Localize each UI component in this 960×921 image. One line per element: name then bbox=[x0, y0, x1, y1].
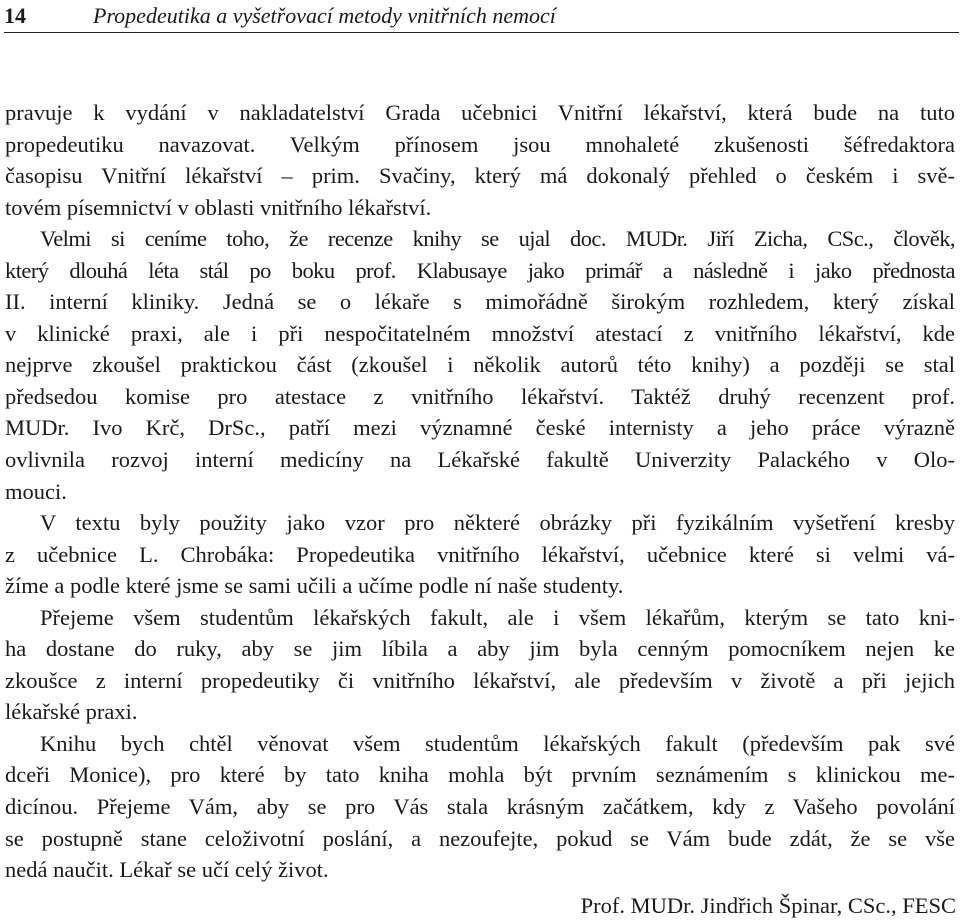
text-line: se postupně stane celoživotní poslání, a nezoufejte, pokud se Vám bude zdát, že se vše bbox=[5, 825, 955, 851]
text-line: žíme a podle které jsme se sami učili a učíme podle ní naše studenty. bbox=[5, 573, 624, 599]
text-line: mouci. bbox=[5, 478, 67, 504]
text-line: nedá naučit. Lékař se učí celý život. bbox=[5, 857, 329, 883]
text-line: propedeutiku navazovat. Velkým přínosem jsou mnohaleté zkušenosti šéfredaktora bbox=[5, 131, 955, 157]
text-line: časopisu Vnitřní lékařství – prim. Svačiny, který má dokonalý přehled o českém i svě- bbox=[5, 163, 955, 189]
text-line: pravuje k vydání v nakladatelství Grada učebnici Vnitřní lékařství, která bude na tuto bbox=[5, 100, 955, 125]
page-number: 14 bbox=[4, 3, 26, 28]
text-line: lékařské praxi. bbox=[5, 699, 138, 725]
text-line: v klinické praxi, ale i při nespočitatelném množství atestací z vnitřního lékařství, kde bbox=[5, 320, 955, 346]
text-line: ovlivnila rozvoj interní medicíny na Lékařské fakultě Univerzity Palackého v Olo- bbox=[5, 447, 955, 473]
body-text bbox=[5, 97, 955, 886]
text-line: ha dostane do ruky, aby se jim líbila a aby jim byla cenným pomocníkem nejen ke bbox=[5, 636, 955, 662]
text-line: předsedou komise pro atestace z vnitřního lékařství. Taktéž druhý recenzent prof. bbox=[5, 383, 955, 409]
text-line: tovém písemnictví v oblasti vnitřního lékařství. bbox=[5, 194, 432, 220]
text-line: MUDr. Ivo Krč, DrSc., patří mezi významné české internisty a jeho práce výrazně bbox=[5, 415, 955, 441]
running-title: Propedeutika a vyšetřovací metody vnitřních nemocí bbox=[93, 3, 556, 28]
text-line: který dlouhá léta stál po boku prof. Klabusaye jako primář a následně i jako přednosta bbox=[5, 257, 955, 283]
author-signature: Prof. MUDr. Jindřich Špinar, CSc., FESC bbox=[580, 893, 956, 918]
running-header bbox=[4, 2, 959, 33]
text-line: dceři Monice), pro které by tato kniha mohla být prvním seznámením s klinickou me- bbox=[5, 762, 955, 788]
text-line: zkoušce z interní propedeutiky či vnitřního lékařství, ale především v životě a při jejich bbox=[5, 667, 955, 693]
text-line: z učebnice L. Chrobáka: Propedeutika vnitřního lékařství, učebnice které si velmi vá- bbox=[5, 541, 955, 567]
text-line: Přejeme všem studentům lékařských fakult, ale i všem lékařům, kterým se tato kni- bbox=[40, 604, 955, 630]
text-line: V textu byly použity jako vzor pro některé obrázky při fyzikálním vyšetření kresby bbox=[40, 510, 955, 536]
text-line: nejprve zkoušel praktickou část (zkoušel i několik autorů této knihy) a později se stal bbox=[5, 352, 955, 378]
text-line: Knihu bych chtěl věnovat všem studentům lékařských fakult (především pak své bbox=[40, 730, 955, 756]
text-line: dicínou. Přejeme Vám, aby se pro Vás stala krásným začátkem, kdy z Vašeho povolání bbox=[5, 794, 955, 820]
text-line: Velmi si ceníme toho, že recenze knihy se ujal doc. MUDr. Jiří Zicha, CSc., člověk, bbox=[40, 226, 955, 252]
text-line: II. interní kliniky. Jedná se o lékaře s mimořádně širokým rozhledem, který získal bbox=[5, 289, 955, 315]
